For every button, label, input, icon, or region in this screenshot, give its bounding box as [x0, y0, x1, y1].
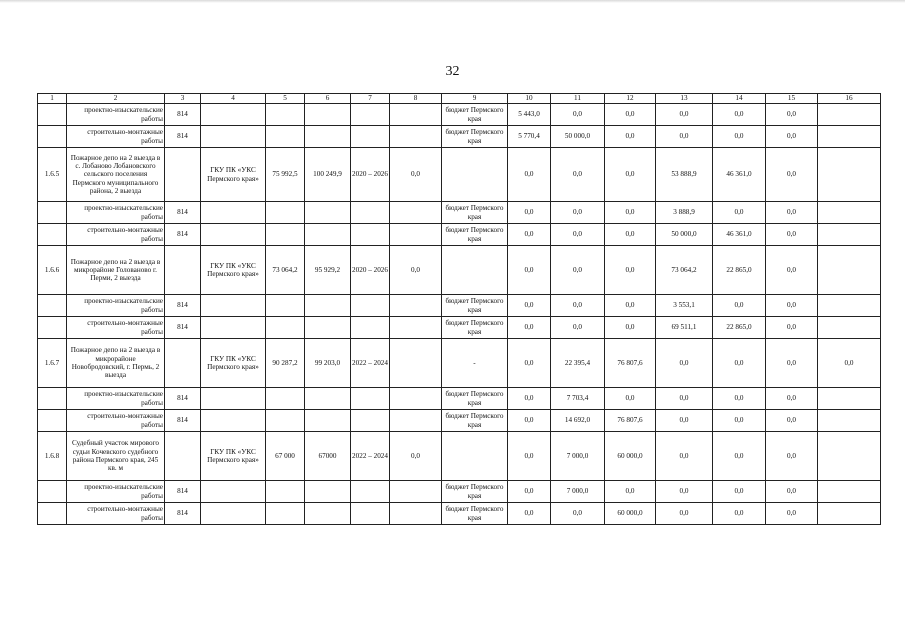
header-cell-3: 3 [165, 94, 201, 104]
cell-col-5: 67 000 [266, 432, 305, 481]
cell-col-2: проектно-изыскательские работы [67, 481, 165, 503]
cell-col-12: 60 000,0 [605, 432, 656, 481]
cell-col-12: 0,0 [605, 202, 656, 224]
cell-col-6 [305, 481, 351, 503]
cell-col-16 [818, 246, 881, 295]
cell-col-7: 2020 – 2026 [351, 246, 390, 295]
work-type-row [38, 104, 881, 126]
header-cell-13: 13 [656, 94, 713, 104]
cell-col-15: 0,0 [766, 388, 818, 410]
cell-col-6 [305, 202, 351, 224]
cell-col-6 [305, 126, 351, 148]
cell-col-15: 0,0 [766, 148, 818, 202]
cell-col-9: - [442, 339, 508, 388]
cell-col-5: 90 287,2 [266, 339, 305, 388]
cell-col-13: 69 511,1 [656, 317, 713, 339]
cell-col-6 [305, 104, 351, 126]
cell-col-5 [266, 388, 305, 410]
cell-col-5 [266, 295, 305, 317]
cell-col-13: 53 888,9 [656, 148, 713, 202]
cell-col-15: 0,0 [766, 317, 818, 339]
header-cell-12: 12 [605, 94, 656, 104]
cell-col-1: 1.6.6 [38, 246, 67, 295]
cell-col-4 [201, 410, 266, 432]
header-cell-11: 11 [551, 94, 605, 104]
cell-col-9: бюджет Пермского края [442, 224, 508, 246]
cell-col-8 [390, 104, 442, 126]
cell-col-4: ГКУ ПК «УКС Пермского края» [201, 246, 266, 295]
cell-col-10: 5 443,0 [508, 104, 551, 126]
cell-col-16 [818, 224, 881, 246]
cell-col-3: 814 [165, 126, 201, 148]
cell-col-6: 100 249,9 [305, 148, 351, 202]
header-cell-16: 16 [818, 94, 881, 104]
cell-col-16 [818, 104, 881, 126]
cell-col-5 [266, 126, 305, 148]
cell-col-3: 814 [165, 104, 201, 126]
cell-col-10: 0,0 [508, 410, 551, 432]
cell-col-5 [266, 503, 305, 525]
cell-col-3 [165, 246, 201, 295]
cell-col-15: 0,0 [766, 104, 818, 126]
cell-col-11: 7 703,4 [551, 388, 605, 410]
cell-col-3 [165, 432, 201, 481]
work-type-row [38, 126, 881, 148]
cell-col-5 [266, 202, 305, 224]
header-cell-8: 8 [390, 94, 442, 104]
cell-col-12: 0,0 [605, 148, 656, 202]
cell-col-8 [390, 481, 442, 503]
cell-col-16 [818, 432, 881, 481]
cell-col-11: 0,0 [551, 104, 605, 126]
cell-col-3: 814 [165, 410, 201, 432]
cell-col-4 [201, 224, 266, 246]
cell-col-15: 0,0 [766, 339, 818, 388]
cell-col-6 [305, 503, 351, 525]
cell-col-4 [201, 503, 266, 525]
cell-col-13: 73 064,2 [656, 246, 713, 295]
header-cell-9: 9 [442, 94, 508, 104]
header-cell-7: 7 [351, 94, 390, 104]
cell-col-6 [305, 410, 351, 432]
cell-col-12: 0,0 [605, 388, 656, 410]
cell-col-5 [266, 317, 305, 339]
cell-col-13: 0,0 [656, 410, 713, 432]
cell-col-8: 0,0 [390, 246, 442, 295]
cell-col-2: Пожарное депо на 2 выезда в микрорайоне Голованово г. Перми, 2 выезда [67, 246, 165, 295]
cell-col-6: 67000 [305, 432, 351, 481]
work-type-row [38, 202, 881, 224]
cell-col-9: бюджет Пермского края [442, 317, 508, 339]
cell-col-9 [442, 246, 508, 295]
cell-col-10: 0,0 [508, 388, 551, 410]
cell-col-2: проектно-изыскательские работы [67, 104, 165, 126]
cell-col-1: 1.6.5 [38, 148, 67, 202]
cell-col-3: 814 [165, 224, 201, 246]
cell-col-10: 0,0 [508, 481, 551, 503]
cell-col-2: Судебный участок мирового судьи Кочевского судебного района Пермского края, 245 кв. м [67, 432, 165, 481]
cell-col-3: 814 [165, 503, 201, 525]
cell-col-7: 2022 – 2024 [351, 432, 390, 481]
cell-col-5 [266, 224, 305, 246]
cell-col-16 [818, 503, 881, 525]
cell-col-9 [442, 148, 508, 202]
cell-col-14: 0,0 [713, 410, 766, 432]
cell-col-2: проектно-изыскательские работы [67, 202, 165, 224]
cell-col-7 [351, 503, 390, 525]
cell-col-14: 0,0 [713, 126, 766, 148]
cell-col-14: 0,0 [713, 104, 766, 126]
object-row [38, 339, 881, 388]
cell-col-15: 0,0 [766, 503, 818, 525]
cell-col-2: строительно-монтажные работы [67, 317, 165, 339]
cell-col-1 [38, 410, 67, 432]
cell-col-9: бюджет Пермского края [442, 410, 508, 432]
cell-col-13: 50 000,0 [656, 224, 713, 246]
cell-col-13: 0,0 [656, 432, 713, 481]
cell-col-8: 0,0 [390, 148, 442, 202]
cell-col-12: 76 807,6 [605, 410, 656, 432]
page-number: 32 [445, 64, 460, 79]
cell-col-4 [201, 126, 266, 148]
cell-col-13: 0,0 [656, 126, 713, 148]
cell-col-2: строительно-монтажные работы [67, 224, 165, 246]
cell-col-14: 0,0 [713, 388, 766, 410]
work-type-row [38, 317, 881, 339]
cell-col-1 [38, 481, 67, 503]
cell-col-13: 3 888,9 [656, 202, 713, 224]
cell-col-7 [351, 317, 390, 339]
cell-col-12: 0,0 [605, 295, 656, 317]
cell-col-9 [442, 432, 508, 481]
cell-col-9: бюджет Пермского края [442, 388, 508, 410]
cell-col-6: 95 929,2 [305, 246, 351, 295]
cell-col-1 [38, 126, 67, 148]
cell-col-4 [201, 317, 266, 339]
cell-col-16 [818, 126, 881, 148]
cell-col-8 [390, 202, 442, 224]
cell-col-16 [818, 317, 881, 339]
header-row [38, 94, 881, 104]
cell-col-12: 0,0 [605, 126, 656, 148]
cell-col-10: 5 770,4 [508, 126, 551, 148]
cell-col-10: 0,0 [508, 295, 551, 317]
cell-col-2: строительно-монтажные работы [67, 503, 165, 525]
cell-col-11: 0,0 [551, 224, 605, 246]
work-type-row [38, 388, 881, 410]
cell-col-3 [165, 148, 201, 202]
cell-col-14: 46 361,0 [713, 224, 766, 246]
cell-col-4: ГКУ ПК «УКС Пермского края» [201, 148, 266, 202]
cell-col-6 [305, 317, 351, 339]
cell-col-11: 7 000,0 [551, 432, 605, 481]
cell-col-5: 75 992,5 [266, 148, 305, 202]
cell-col-3: 814 [165, 295, 201, 317]
cell-col-10: 0,0 [508, 202, 551, 224]
cell-col-15: 0,0 [766, 410, 818, 432]
cell-col-9: бюджет Пермского края [442, 503, 508, 525]
cell-col-6 [305, 388, 351, 410]
cell-col-11: 0,0 [551, 246, 605, 295]
cell-col-5: 73 064,2 [266, 246, 305, 295]
cell-col-14: 0,0 [713, 339, 766, 388]
cell-col-1 [38, 388, 67, 410]
scan-edge [0, 0, 905, 3]
cell-col-10: 0,0 [508, 432, 551, 481]
cell-col-11: 7 000,0 [551, 481, 605, 503]
cell-col-9: бюджет Пермского края [442, 481, 508, 503]
cell-col-4: ГКУ ПК «УКС Пермского края» [201, 339, 266, 388]
cell-col-7 [351, 481, 390, 503]
cell-col-1 [38, 295, 67, 317]
cell-col-11: 0,0 [551, 202, 605, 224]
cell-col-7 [351, 104, 390, 126]
cell-col-3 [165, 339, 201, 388]
cell-col-13: 0,0 [656, 481, 713, 503]
cell-col-16: 0,0 [818, 339, 881, 388]
header-cell-15: 15 [766, 94, 818, 104]
cell-col-13: 3 553,1 [656, 295, 713, 317]
cell-col-2: строительно-монтажные работы [67, 126, 165, 148]
work-type-row [38, 410, 881, 432]
cell-col-11: 0,0 [551, 295, 605, 317]
header-cell-4: 4 [201, 94, 266, 104]
cell-col-1: 1.6.7 [38, 339, 67, 388]
object-row [38, 148, 881, 202]
cell-col-5 [266, 410, 305, 432]
cell-col-6 [305, 295, 351, 317]
cell-col-14: 22 865,0 [713, 317, 766, 339]
cell-col-15: 0,0 [766, 224, 818, 246]
cell-col-13: 0,0 [656, 503, 713, 525]
object-row [38, 432, 881, 481]
cell-col-11: 0,0 [551, 503, 605, 525]
cell-col-14: 22 865,0 [713, 246, 766, 295]
cell-col-16 [818, 295, 881, 317]
cell-col-14: 0,0 [713, 481, 766, 503]
cell-col-10: 0,0 [508, 224, 551, 246]
cell-col-7: 2022 – 2024 [351, 339, 390, 388]
cell-col-11: 0,0 [551, 317, 605, 339]
cell-col-2: проектно-изыскательские работы [67, 388, 165, 410]
cell-col-15: 0,0 [766, 246, 818, 295]
cell-col-16 [818, 148, 881, 202]
cell-col-4 [201, 202, 266, 224]
cell-col-13: 0,0 [656, 388, 713, 410]
cell-col-12: 60 000,0 [605, 503, 656, 525]
cell-col-9: бюджет Пермского края [442, 202, 508, 224]
cell-col-3: 814 [165, 481, 201, 503]
cell-col-11: 14 692,0 [551, 410, 605, 432]
header-cell-6: 6 [305, 94, 351, 104]
cell-col-16 [818, 388, 881, 410]
cell-col-5 [266, 481, 305, 503]
header-cell-5: 5 [266, 94, 305, 104]
cell-col-15: 0,0 [766, 202, 818, 224]
cell-col-3: 814 [165, 202, 201, 224]
cell-col-4 [201, 481, 266, 503]
cell-col-11: 50 000,0 [551, 126, 605, 148]
cell-col-2: проектно-изыскательские работы [67, 295, 165, 317]
cell-col-10: 0,0 [508, 246, 551, 295]
cell-col-14: 0,0 [713, 503, 766, 525]
cell-col-14: 0,0 [713, 295, 766, 317]
cell-col-2: Пожарное депо на 2 выезда в микрорайоне Новобродовский, г. Пермь, 2 выезда [67, 339, 165, 388]
cell-col-12: 0,0 [605, 317, 656, 339]
cell-col-7 [351, 295, 390, 317]
cell-col-1: 1.6.8 [38, 432, 67, 481]
cell-col-7 [351, 388, 390, 410]
cell-col-10: 0,0 [508, 503, 551, 525]
cell-col-16 [818, 202, 881, 224]
cell-col-7: 2020 – 2026 [351, 148, 390, 202]
cell-col-1 [38, 202, 67, 224]
cell-col-9: бюджет Пермского края [442, 104, 508, 126]
work-type-row [38, 481, 881, 503]
cell-col-8 [390, 126, 442, 148]
cell-col-4 [201, 388, 266, 410]
cell-col-6: 99 203,0 [305, 339, 351, 388]
cell-col-3: 814 [165, 388, 201, 410]
cell-col-4 [201, 295, 266, 317]
budget-table [37, 93, 881, 525]
cell-col-8: 0,0 [390, 432, 442, 481]
cell-col-7 [351, 202, 390, 224]
cell-col-14: 0,0 [713, 432, 766, 481]
cell-col-1 [38, 503, 67, 525]
cell-col-8 [390, 388, 442, 410]
cell-col-1 [38, 317, 67, 339]
cell-col-4 [201, 104, 266, 126]
cell-col-12: 76 807,6 [605, 339, 656, 388]
cell-col-15: 0,0 [766, 295, 818, 317]
cell-col-12: 0,0 [605, 481, 656, 503]
cell-col-7 [351, 410, 390, 432]
cell-col-8 [390, 295, 442, 317]
cell-col-11: 22 395,4 [551, 339, 605, 388]
work-type-row [38, 503, 881, 525]
header-cell-2: 2 [67, 94, 165, 104]
cell-col-2: Пожарное депо на 2 выезда в с. Лобаново Лобановского сельского поселения Пермского муниципального района, 2 выезда [67, 148, 165, 202]
cell-col-12: 0,0 [605, 104, 656, 126]
cell-col-2: строительно-монтажные работы [67, 410, 165, 432]
cell-col-6 [305, 224, 351, 246]
cell-col-1 [38, 104, 67, 126]
cell-col-14: 0,0 [713, 202, 766, 224]
cell-col-16 [818, 481, 881, 503]
cell-col-8 [390, 224, 442, 246]
cell-col-4: ГКУ ПК «УКС Пермского края» [201, 432, 266, 481]
cell-col-13: 0,0 [656, 339, 713, 388]
cell-col-5 [266, 104, 305, 126]
cell-col-15: 0,0 [766, 126, 818, 148]
cell-col-7 [351, 224, 390, 246]
cell-col-15: 0,0 [766, 481, 818, 503]
cell-col-8 [390, 503, 442, 525]
cell-col-11: 0,0 [551, 148, 605, 202]
cell-col-12: 0,0 [605, 224, 656, 246]
header-cell-10: 10 [508, 94, 551, 104]
cell-col-12: 0,0 [605, 246, 656, 295]
cell-col-8 [390, 339, 442, 388]
cell-col-1 [38, 224, 67, 246]
cell-col-13: 0,0 [656, 104, 713, 126]
header-cell-1: 1 [38, 94, 67, 104]
cell-col-3: 814 [165, 317, 201, 339]
cell-col-10: 0,0 [508, 339, 551, 388]
cell-col-9: бюджет Пермского края [442, 295, 508, 317]
cell-col-14: 46 361,0 [713, 148, 766, 202]
cell-col-9: бюджет Пермского края [442, 126, 508, 148]
cell-col-10: 0,0 [508, 317, 551, 339]
cell-col-7 [351, 126, 390, 148]
cell-col-15: 0,0 [766, 432, 818, 481]
header-cell-14: 14 [713, 94, 766, 104]
work-type-row [38, 295, 881, 317]
work-type-row [38, 224, 881, 246]
cell-col-16 [818, 410, 881, 432]
cell-col-8 [390, 317, 442, 339]
cell-col-8 [390, 410, 442, 432]
cell-col-10: 0,0 [508, 148, 551, 202]
object-row [38, 246, 881, 295]
